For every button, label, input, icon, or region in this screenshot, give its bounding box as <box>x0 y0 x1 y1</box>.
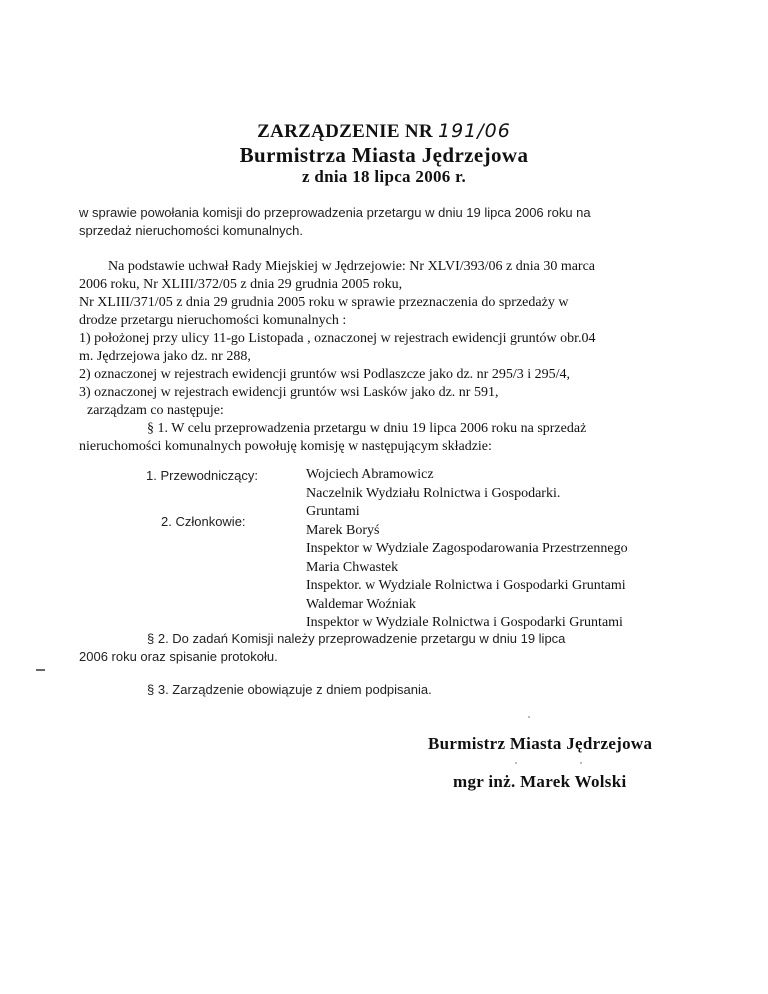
basis-line: drodze przetargu nieruchomości komunalnych : <box>79 313 347 328</box>
scan-speck <box>528 716 530 718</box>
subject-line: sprzedaż nieruchomości komunalnych. <box>79 223 303 238</box>
basis-line: 2) oznaczonej w rejestrach ewidencji gruntów wsi Podlaszcze jako dz. nr 295/3 i 295/4, <box>79 367 571 382</box>
committee-entry: Inspektor w Wydziale Zagospodarowania Przestrzennego <box>306 541 628 556</box>
chair-label: 1. Przewodniczący: <box>146 468 258 483</box>
signature-name: mgr inż. Marek Wolski <box>453 772 627 791</box>
committee-entry: Wojciech Abramowicz <box>306 467 434 482</box>
date-heading: z dnia 18 lipca 2006 r. <box>301 167 466 186</box>
legal-basis-paragraph <box>79 258 596 420</box>
committee-entry: Gruntami <box>306 504 360 519</box>
signature-office: Burmistrz Miasta Jędrzejowa <box>428 734 653 753</box>
section-2-line: § 2. Do zadań Komisji należy przeprowadzenie przetargu w dniu 19 lipca <box>147 631 566 646</box>
basis-line: 2006 roku, Nr XLIII/372/05 z dnia 29 grudnia 2005 roku, <box>79 277 403 292</box>
committee-entry: Naczelnik Wydziału Rolnictwa i Gospodarki. <box>306 485 561 501</box>
subject-line: w sprawie powołania komisji do przeprowadzenia przetargu w dniu 19 lipca 2006 roku na <box>79 205 591 220</box>
section-2 <box>79 630 565 666</box>
section-2-line: 2006 roku oraz spisanie protokołu. <box>79 649 278 664</box>
section-1-line: nieruchomości komunalnych powołuję komisję w następującym składzie: <box>79 439 492 454</box>
scan-speck <box>580 762 582 764</box>
basis-line: Nr XLIII/371/05 z dnia 29 grudnia 2005 roku w sprawie przeznaczenia do sprzedaży w <box>79 295 569 310</box>
scan-speck <box>515 762 517 764</box>
basis-line: m. Jędrzejowa jako dz. nr 288, <box>79 349 251 364</box>
document-title <box>0 120 768 143</box>
committee-list <box>306 466 628 633</box>
margin-mark <box>36 669 45 671</box>
handwritten-number: 191/06 <box>437 120 511 142</box>
committee-entry: Maria Chwastek <box>306 559 399 575</box>
members-label: 2. Członkowie: <box>161 514 246 529</box>
committee-entry: Marek Boryś <box>306 522 380 538</box>
title-prefix: ZARZĄDZENIE NR <box>257 121 433 142</box>
subject-paragraph <box>79 204 591 240</box>
section-1-line: § 1. W celu przeprowadzenia przetargu w dniu 19 lipca 2006 roku na sprzedaż <box>147 421 587 436</box>
basis-line: 1) położonej przy ulicy 11-go Listopada , oznaczonej w rejestrach ewidencji gruntów obr.04 <box>79 331 596 346</box>
committee-entry: Inspektor. w Wydziale Rolnictwa i Gospodarki Gruntami <box>306 578 626 593</box>
basis-line: Na podstawie uchwał Rady Miejskiej w Jędrzejowie: Nr XLVI/393/06 z dnia 30 marca <box>108 259 596 274</box>
basis-line: 3) oznaczonej w rejestrach ewidencji gruntów wsi Lasków jako dz. nr 591, <box>79 385 499 400</box>
committee-entry: Waldemar Woźniak <box>306 596 416 612</box>
committee-entry: Inspektor w Wydziale Rolnictwa i Gospodarki Gruntami <box>306 615 623 630</box>
section-1 <box>79 420 586 456</box>
section-3: § 3. Zarządzenie obowiązuje z dniem podpisania. <box>147 682 432 697</box>
issuer-heading: Burmistrza Miasta Jędrzejowa <box>239 143 529 167</box>
basis-line: zarządzam co następuje: <box>87 403 224 418</box>
